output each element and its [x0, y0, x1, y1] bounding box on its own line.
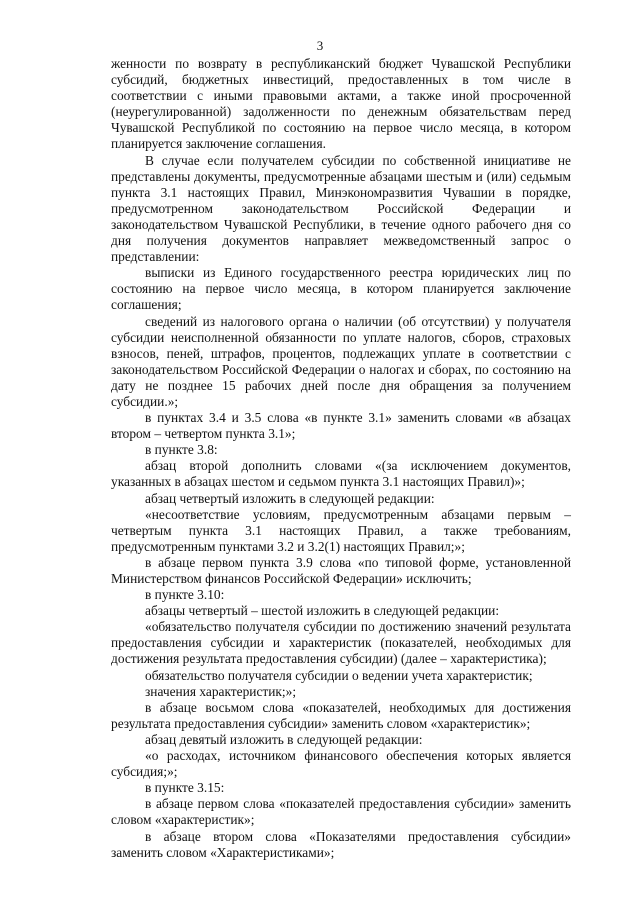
- paragraph: абзац второй дополнить словами «(за исключением документов, указанных в абзацах шестом и седьмом пункта 3.1 настоящих Правил)»;: [111, 458, 571, 490]
- paragraph: в пункте 3.15:: [145, 780, 225, 796]
- paragraph: сведений из налогового органа о наличии (об отсутствии) у получателя субсидии неисполненной обязанности по уплате налогов, сборов, страховых взносов, пеней, штрафов, процентов, подлежащих уплате в соответствии с законодательством Российской Федерации о налогах и сборах, по состоянию на дату не позднее 15 рабочих дней после дня обращения за получением субсидии.»;: [111, 313, 571, 409]
- paragraph: в пункте 3.8:: [145, 442, 218, 458]
- paragraph: женности по возврату в республиканский бюджет Чувашской Республики субсидий, бюджетных инвестиций, предоставленных в том числе в соответствии с иными правовыми актами, а также иной просроченной (неурегулированной) задолженности по денежным обязательствам перед Чувашской Республикой по состоянию на первое число месяца, в котором планируется заключение соглашения.: [111, 56, 571, 152]
- paragraph: абзац четвертый изложить в следующей редакции:: [145, 490, 435, 506]
- paragraph: В случае если получателем субсидии по собственной инициативе не представлены документы, предусмотренные абзацами шестым и (или) седьмым пункта 3.1 настоящих Правил, Минэкономразвития Чувашии в порядке, предусмотренном законодательством Российской Федерации и законодательством Чувашской Республики, в течение одного рабочего дня со дня получения документов направляет межведомственный запрос о представлении:: [111, 152, 571, 265]
- paragraph: в пунктах 3.4 и 3.5 слова «в пункте 3.1» заменить словами «в абзацах втором – четвертом пункта 3.1»;: [111, 410, 571, 442]
- paragraph: в абзаце восьмом слова «показателей, необходимых для достижения результата предоставления субсидии» заменить словом «характеристик»;: [111, 699, 571, 731]
- paragraph: «несоответствие условиям, предусмотренным абзацами первым – четвертым пункта 3.1 настоящих Правил, а также требованиям, предусмотренным пунктами 3.2 и 3.2(1) настоящих Правил;»;: [111, 506, 571, 554]
- page-number: 3: [316, 38, 324, 53]
- paragraph: выписки из Единого государственного реестра юридических лиц по состоянию на первое число месяца, в котором планируется заключение соглашения;: [111, 265, 571, 313]
- paragraph: абзац девятый изложить в следующей редакции:: [145, 731, 423, 747]
- document-body: [111, 56, 571, 861]
- paragraph: значения характеристик;»;: [145, 683, 297, 699]
- paragraph: абзацы четвертый – шестой изложить в следующей редакции:: [145, 603, 500, 619]
- paragraph: «о расходах, источником финансового обеспечения которых является субсидия;»;: [111, 748, 571, 780]
- paragraph: «обязательство получателя субсидии по достижению значений результата предоставления субсидии и характеристик (показателей, необходимых для достижения результата предоставления субсидии) (далее – характеристика);: [111, 619, 571, 667]
- paragraph: в абзаце первом слова «показателей предоставления субсидии» заменить словом «характеристик»;: [111, 796, 571, 828]
- paragraph: в абзаце втором слова «Показателями предоставления субсидии» заменить словом «Характеристиками»;: [111, 828, 571, 860]
- paragraph: обязательство получателя субсидии о ведении учета характеристик;: [145, 667, 533, 683]
- paragraph: в пункте 3.10:: [145, 587, 225, 603]
- paragraph: в абзаце первом пункта 3.9 слова «по типовой форме, установленной Министерством финансов Российской Федерации» исключить;: [111, 554, 571, 586]
